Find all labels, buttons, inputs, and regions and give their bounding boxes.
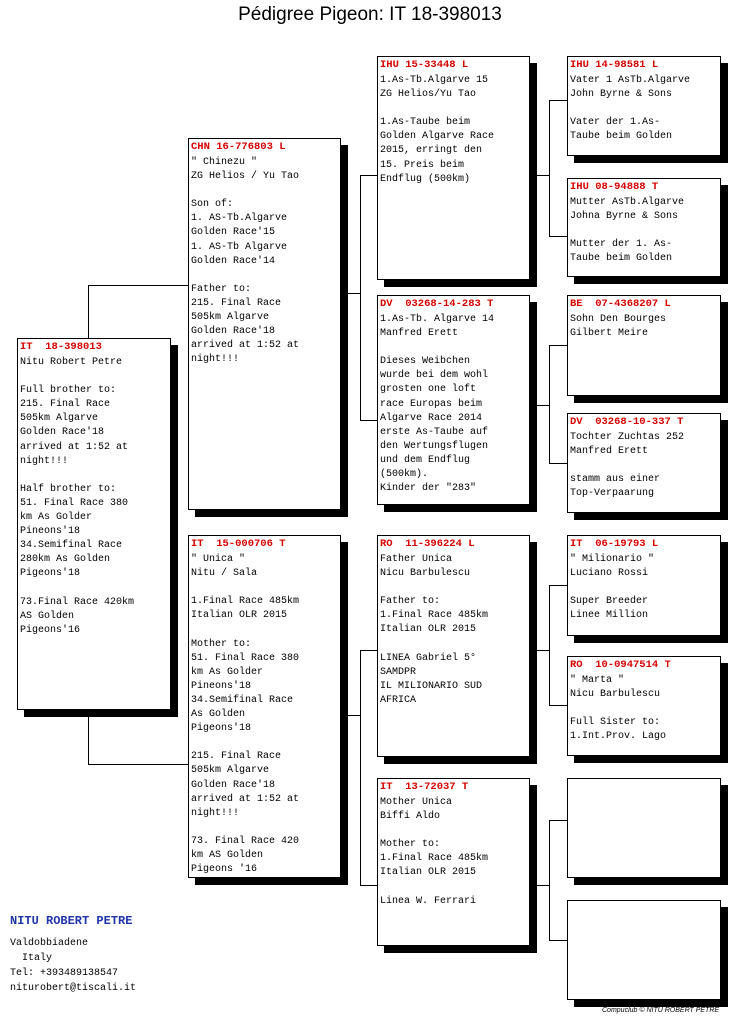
dam-ring-number: IT 15-000706 T — [191, 538, 286, 550]
sire-ring-number: CHN 16-776803 L — [191, 141, 286, 153]
great-grandparent-ring-number: DV 03268-10-337 T — [570, 416, 684, 428]
great-grandparent-details: Vater 1 AsTb.Algarve John Byrne & Sons Vater der 1.As- Taube beim Golden — [570, 75, 691, 143]
subject-pigeon-card[interactable] — [17, 338, 171, 710]
great-grandparent-details: " Marta " Nicu Barbulescu Full Sister to: 1.Int.Prov. Lago — [570, 675, 667, 743]
great-grandparent-card-7[interactable] — [567, 778, 721, 878]
sire-details: " Chinezu " ZG Helios / Yu Tao Son of: 1. AS-Tb.Algarve Golden Race'15 1. AS-Tb Algarve Golden Race'14 Father to: 215. Final Race 505km Algarve Golden Race'18 arrived at 1:52 at night!!! — [191, 157, 300, 366]
dam-card[interactable] — [188, 535, 341, 878]
great-grandparent-details: " Milionario " Luciano Rossi Super Breeder Linee Million — [570, 554, 655, 622]
sire-card[interactable] — [188, 138, 341, 510]
dam-details: " Unica " Nitu / Sala 1.Final Race 485km Italian OLR 2015 Mother to: 51. Final Race 380 km As Golder Pineons'18 34.Semifinal Race As Golden Pigeons'18 215. Final Race 505km Algarve Golden Race'18 arrived at 1:52 at night!!! 73. Final Race 420 km AS Golden Pigeons '16 — [191, 554, 300, 876]
great-grandparent-card-4[interactable] — [567, 413, 721, 513]
great-grandparent-ring-number: IHU 08-94888 T — [570, 181, 659, 193]
granddam-paternal-card[interactable] — [377, 295, 530, 505]
great-grandparent-card-1[interactable] — [567, 56, 721, 156]
grandsire-paternal-ring-number: IHU 15-33448 L — [380, 59, 469, 71]
granddam-paternal-details: 1.As-Tb. Algarve 14 Manfred Erett Dieses Weibchen wurde bei dem wohl grosten one loft race Europas beim Algarve Race 2014 erste As-Taube auf den Wertungsflugen und dem Endflug (500km). Kinder der "283" — [380, 314, 495, 495]
great-grandparent-ring-number: IHU 14-98581 L — [570, 59, 659, 71]
grandsire-maternal-details: Father Unica Nicu Barbulescu Father to: 1.Final Race 485km Italian OLR 2015 LINEA Gabriel 5° SAMDPR IL MILIONARIO SUD AFRICA — [380, 554, 489, 706]
granddam-maternal-card[interactable] — [377, 778, 530, 946]
owner-contact-details: Valdobbiadene Italy Tel: +393489138547 niturobert@tiscali.it — [10, 938, 137, 994]
owner-name: NITU ROBERT PETRE — [10, 914, 133, 928]
subject-ring-number: IT 18-398013 — [20, 341, 102, 353]
footer-credit: Compuclub © NITU ROBERT PETRE — [602, 1007, 720, 1014]
great-grandparent-details: Tochter Zuchtas 252 Manfred Erett stamm aus einer Top-Verpaarung — [570, 432, 685, 500]
page-title: Pédigree Pigeon: IT 18-398013 — [238, 4, 502, 25]
great-grandparent-card-2[interactable] — [567, 178, 721, 277]
granddam-paternal-ring-number: DV 03268-14-283 T — [380, 298, 494, 310]
great-grandparent-ring-number: IT 06-19793 L — [570, 538, 659, 550]
great-grandparent-card-8[interactable] — [567, 900, 721, 1000]
great-grandparent-card-6[interactable] — [567, 656, 721, 756]
great-grandparent-details: Mutter AsTb.Algarve Johna Byrne & Sons Mutter der 1. As- Taube beim Golden — [570, 197, 685, 265]
granddam-maternal-details: Mother Unica Biffi Aldo Mother to: 1.Final Race 485km Italian OLR 2015 Linea W. Ferrari — [380, 797, 489, 907]
great-grandparent-card-3[interactable] — [567, 295, 721, 396]
great-grandparent-details: Sohn Den Bourges Gilbert Meire — [570, 314, 667, 340]
grandsire-paternal-card[interactable] — [377, 56, 530, 280]
grandsire-maternal-ring-number: RO 11-396224 L — [380, 538, 475, 550]
great-grandparent-card-5[interactable] — [567, 535, 721, 636]
subject-details: Nitu Robert Petre Full brother to: 215. Final Race 505km Algarve Golden Race'18 arrived at 1:52 at night!!! Half brother to: 51. Final Race 380 km As Golder Pineons'18 34.Semifinal Race 280km As Golden Pigeons'18 73.Final Race 420km AS Golden Pigeons'16 — [20, 357, 135, 636]
great-grandparent-ring-number: BE 07-4368207 L — [570, 298, 671, 310]
grandsire-maternal-card[interactable] — [377, 535, 530, 757]
grandsire-paternal-details: 1.As-Tb.Algarve 15 ZG Helios/Yu Tao 1.As-Taube beim Golden Algarve Race 2015, erringt den 15. Preis beim Endflug (500km) — [380, 75, 495, 185]
great-grandparent-ring-number: RO 10-0947514 T — [570, 659, 671, 671]
granddam-maternal-ring-number: IT 13-72037 T — [380, 781, 469, 793]
